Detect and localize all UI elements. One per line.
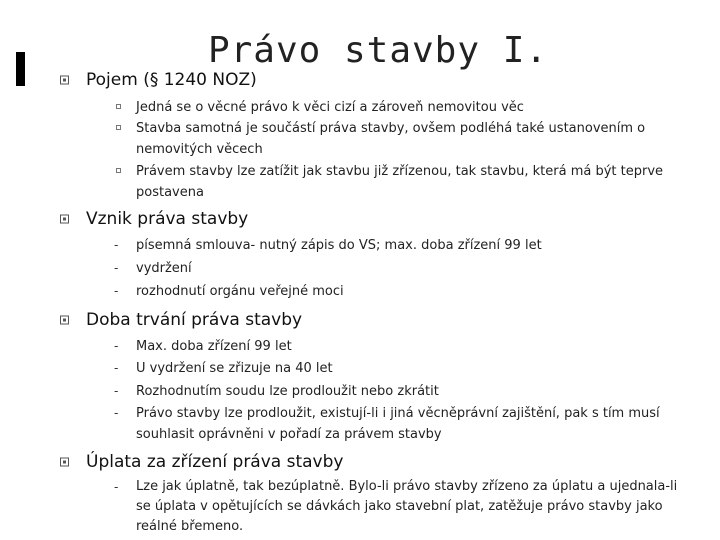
section-heading-uplata (86, 452, 343, 472)
section-heading-text: Vznik práva stavby (86, 209, 249, 229)
square-bullet-icon (60, 76, 69, 85)
list-item-text: vydržení (136, 261, 192, 276)
section-heading-text: Úplata za zřízení práva stavby (86, 452, 344, 472)
list-item-text: Právem stavby lze zatížit jak stavbu již zřízenou, tak stavbu, která má být teprve postavena (136, 164, 664, 200)
section-heading-vznik (86, 209, 248, 229)
list-item-text: Jedná se o věcné právo k věci cizí a zároveň nemovitou věc (136, 100, 524, 115)
list-item (114, 281, 676, 302)
page-title: Právo stavby I. (207, 30, 549, 71)
dash-bullet-icon: - (114, 406, 119, 420)
section-heading-text: Doba trvání práva stavby (86, 310, 303, 330)
square-bullet-icon (116, 104, 121, 109)
list-item-text: Lze jak úplatně, tak bezúplatně. Bylo-li právo stavby zřízeno za úplatu a ujednala-li se úplata v opětujících se dávkách jako stavební plat, zatěžuje právo stavby jako reálné břemeno. (136, 479, 678, 534)
section-heading-doba (86, 310, 302, 330)
square-bullet-icon (60, 458, 69, 467)
dash-bullet-icon: - (114, 384, 119, 398)
list-item (114, 235, 676, 256)
list-item (114, 358, 676, 379)
square-bullet-icon (60, 215, 69, 224)
list-item (136, 97, 676, 118)
list-item-text: U vydržení se zřizuje na 40 let (136, 361, 333, 376)
square-bullet-icon (116, 168, 121, 173)
dash-bullet-icon: - (114, 284, 119, 298)
dash-bullet-icon: - (114, 238, 119, 252)
dash-bullet-icon: - (114, 361, 119, 375)
list-item (114, 336, 676, 357)
list-item (136, 118, 676, 160)
section-heading-pojem (86, 70, 257, 90)
list-item (114, 381, 676, 402)
list-item-text: Max. doba zřízení 99 let (136, 339, 292, 354)
square-bullet-icon (116, 125, 121, 130)
list-item-text: Právo stavby lze prodloužit, existují-li i jiná věcněprávní zajištění, pak s tím musí souhlasit oprávněni v pořadí za právem stavby (136, 406, 660, 442)
list-item-text: Stavba samotná je součástí práva stavby, ovšem podléhá také ustanovením o nemovitých věcech (136, 121, 646, 157)
list-item (136, 161, 676, 203)
section-heading-text: Pojem (§ 1240 NOZ) (86, 70, 257, 90)
list-item-text: rozhodnutí orgánu veřejné moci (136, 284, 344, 299)
list-item-text: Rozhodnutím soudu lze prodloužit nebo zkrátit (136, 384, 439, 399)
dash-bullet-icon: - (114, 339, 119, 353)
list-item (114, 477, 686, 537)
dash-bullet-icon: - (114, 480, 119, 494)
list-item-text: písemná smlouva- nutný zápis do VS; max. doba zřízení 99 let (136, 238, 542, 253)
dash-bullet-icon: - (114, 261, 119, 275)
list-item (114, 403, 676, 445)
list-item (114, 258, 676, 279)
square-bullet-icon (60, 316, 69, 325)
